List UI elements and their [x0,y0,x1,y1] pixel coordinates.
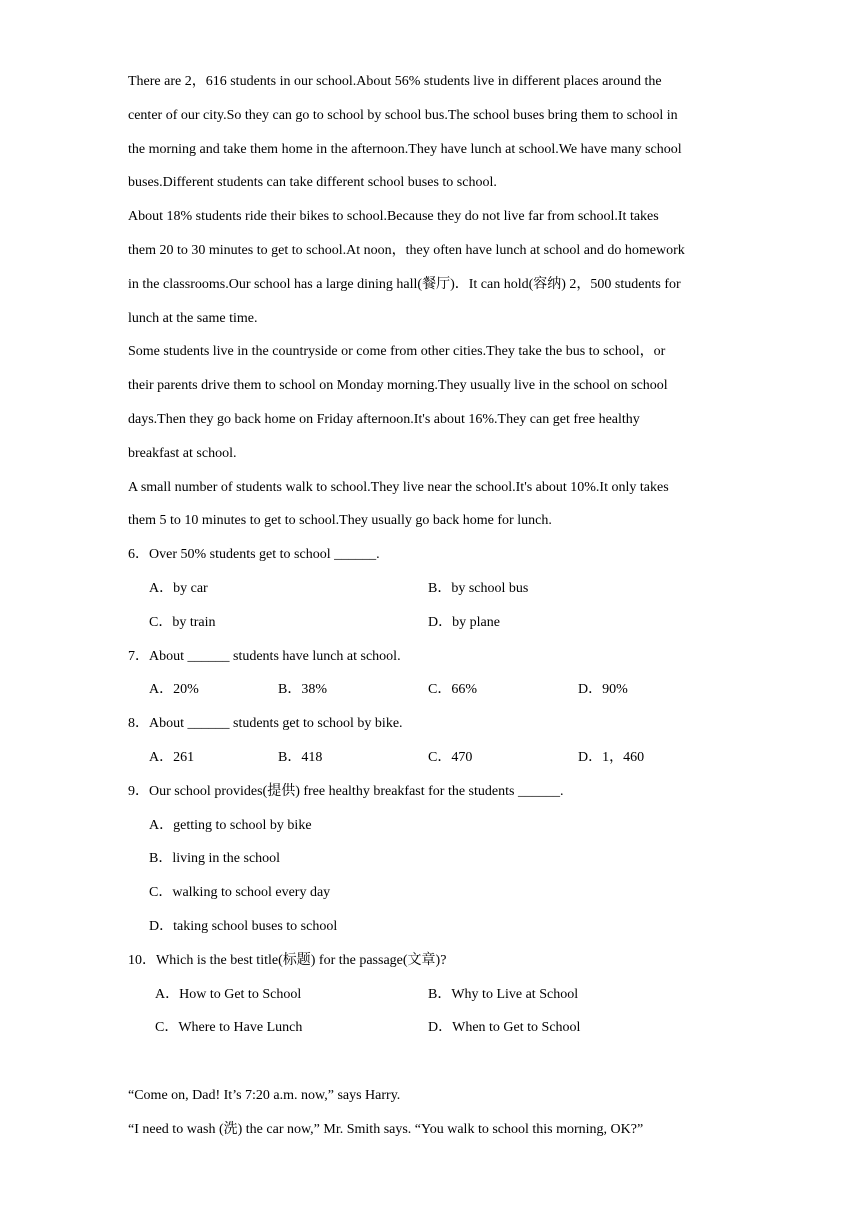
passage-line: A small number of students walk to school.They live near the school.It's about 10%.It only takes [128,480,669,495]
question-stem: 8．About ______ students get to school by bike. [128,716,403,731]
passage-line: About 18% students ride their bikes to school.Because they do not live far from school.It takes [128,209,659,224]
story-line: “Come on, Dad! It’s 7:20 a.m. now,” says Harry. [128,1088,401,1103]
option-d[interactable]: D．by plane [428,615,500,630]
passage-line: days.Then they go back home on Friday afternoon.It's about 16%.They can get free healthy [128,412,640,427]
passage-line: lunch at the same time. [128,311,258,326]
option-a[interactable]: A．20% [149,682,199,697]
option-c[interactable]: C．Where to Have Lunch [155,1020,303,1035]
question-stem: 6．Over 50% students get to school ______. [128,547,380,562]
passage-line: their parents drive them to school on Monday morning.They usually live in the school on school [128,378,668,393]
option-d[interactable]: D．taking school buses to school [149,919,338,934]
passage-line: center of our city.So they can go to school by school bus.The school buses bring them to school in [128,108,678,123]
option-b[interactable]: B．by school bus [428,581,529,596]
passage-line: Some students live in the countryside or come from other cities.They take the bus to school，or [128,344,666,359]
passage-line: There are 2，616 students in our school.About 56% students live in different places around the [128,74,662,89]
question-stem: 7．About ______ students have lunch at school. [128,649,401,664]
option-c[interactable]: C．66% [428,682,477,697]
option-a[interactable]: A．by car [149,581,208,596]
option-a[interactable]: A．How to Get to School [155,987,302,1002]
option-b[interactable]: B．418 [278,750,323,765]
option-a[interactable]: A．261 [149,750,195,765]
option-b[interactable]: B．38% [278,682,327,697]
passage-line: the morning and take them home in the afternoon.They have lunch at school.We have many school [128,142,682,157]
passage-line: buses.Different students can take different school buses to school. [128,175,497,190]
question-stem: 10．Which is the best title(标题) for the passage(文章)? [128,953,447,968]
option-b[interactable]: B．Why to Live at School [428,987,579,1002]
option-a[interactable]: A．getting to school by bike [149,818,312,833]
option-c[interactable]: C．walking to school every day [149,885,331,900]
question-stem: 9．Our school provides(提供) free healthy breakfast for the students ______. [128,784,564,799]
passage-line: in the classrooms.Our school has a large dining hall(餐厅)．It can hold(容纳) 2，500 students for [128,277,681,292]
option-d[interactable]: D．When to Get to School [428,1020,581,1035]
passage-line: them 5 to 10 minutes to get to school.They usually go back home for lunch. [128,513,552,528]
passage-line: breakfast at school. [128,446,237,461]
option-c[interactable]: C．470 [428,750,473,765]
passage-line: them 20 to 30 minutes to get to school.At noon，they often have lunch at school and do homework [128,243,685,258]
option-b[interactable]: B．living in the school [149,851,281,866]
story-line: “I need to wash (洗) the car now,” Mr. Smith says. “You walk to school this morning, OK?” [128,1122,644,1137]
option-d[interactable]: D．90% [578,682,628,697]
option-c[interactable]: C．by train [149,615,216,630]
option-d[interactable]: D．1，460 [578,750,645,765]
